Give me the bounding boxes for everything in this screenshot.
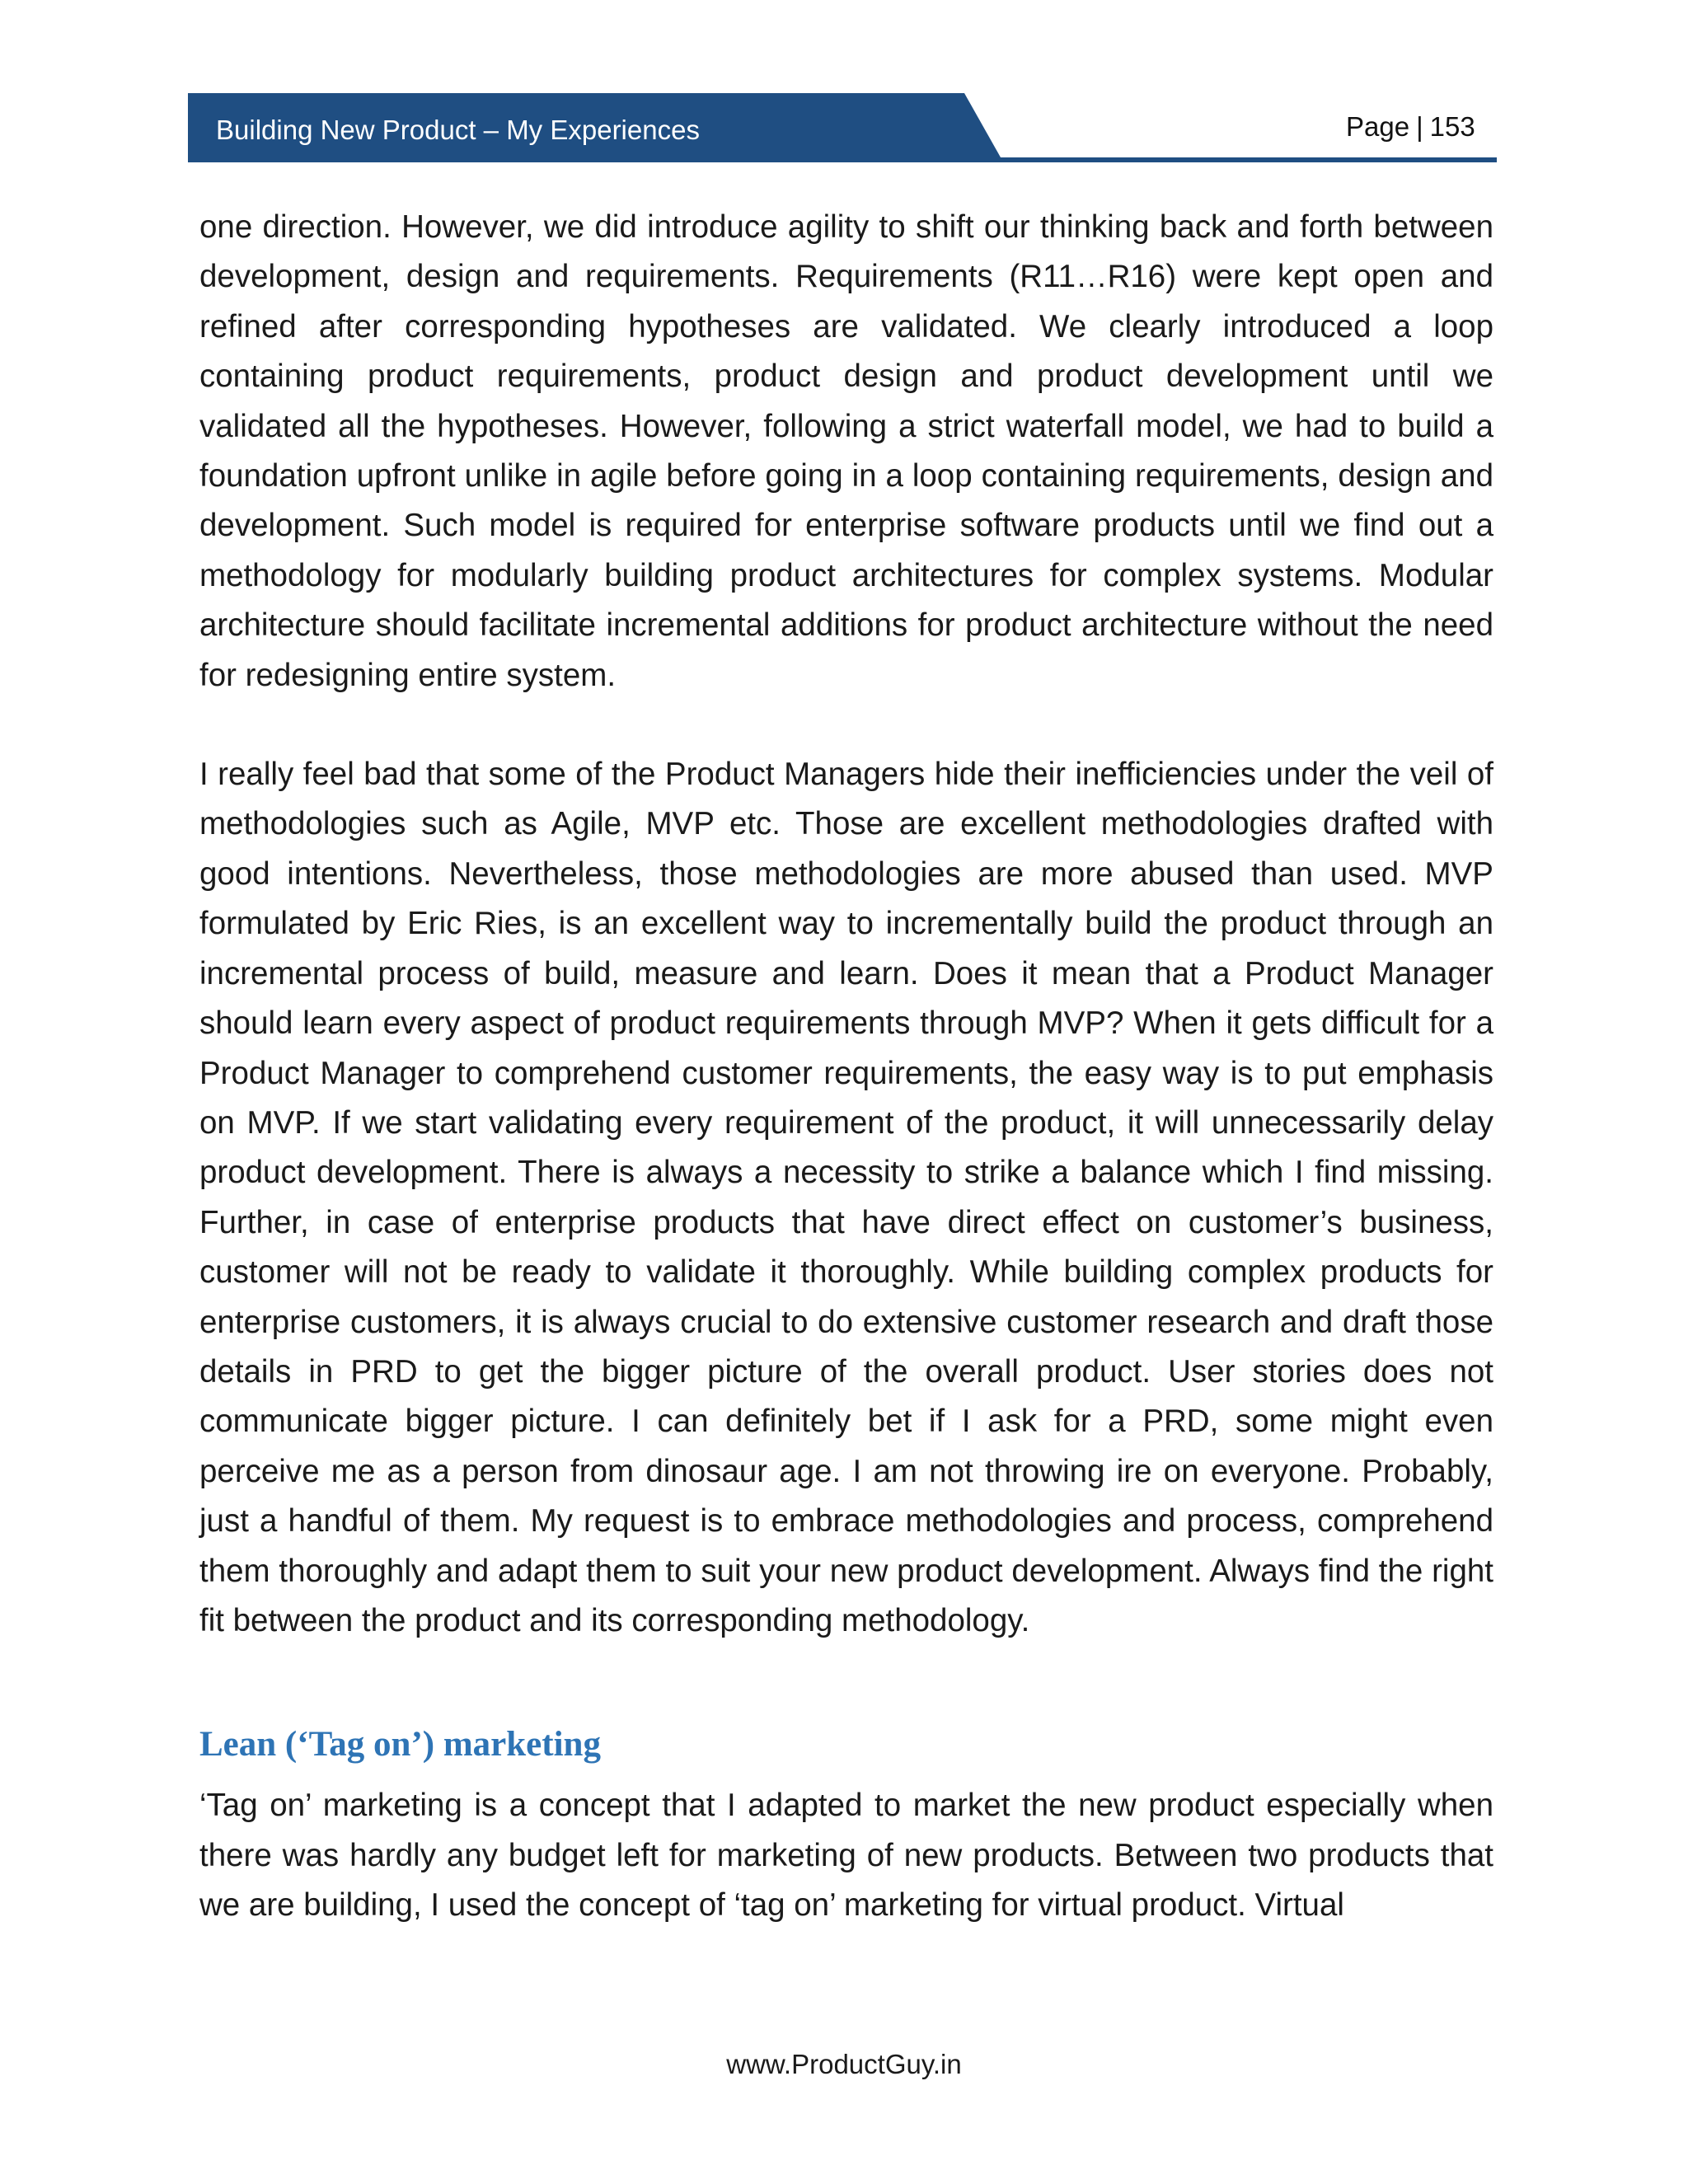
section-paragraph: ‘Tag on’ marketing is a concept that I adapted to market the new product especially when there was hardly any budget left for marketing of new products. Between two products that we are building, I used the concept of ‘tag on’ marketing for virtual product. Virtual [199, 1788, 1493, 1924]
page-body [199, 203, 1493, 1931]
footer-website: www.ProductGuy.in [726, 2049, 962, 2079]
page-number-label [1346, 111, 1475, 143]
page-number: 153 [1429, 111, 1475, 142]
header-rule [188, 157, 1497, 162]
page-header [188, 93, 1497, 166]
body-paragraph: I really feel bad that some of the Product Managers hide their inefficiencies under the veil of methodologies such as Agile, MVP etc. Those are excellent methodologies drafted with good intentions. Nevertheless, those methodologies are more abused than used. MVP formulated by Eric Ries, is an excellent way to incrementally build the product through an incremental process of build, measure and learn. Does it mean that a Product Manager should learn every aspect of product requirements through MVP? When it gets difficult for a Product Manager to comprehend customer requirements, the easy way is to put emphasis on MVP. If we start validating every requirement of the product, it will unnecessarily delay product development. There is always a necessity to strike a balance which I find missing. Further, in case of enterprise products that have direct effect on customer’s business, customer will not be ready to validate it thoroughly. While building complex products for enterprise customers, it is always crucial to do extensive customer research and draft those details in PRD to get the bigger picture of the overall product. User stories does not communicate bigger picture. I can definitely bet if I ask for a PRD, some might even perceive me as a person from dinosaur age. I am not throwing ire on everyone. Probably, just a handful of them. My request is to embrace methodologies and process, comprehend them thoroughly and adapt them to suit your new product development. Always find the right fit between the product and its corresponding methodology. [199, 757, 1493, 1638]
page-word: Page [1346, 111, 1410, 142]
page-separator: | [1416, 111, 1423, 142]
section-heading: Lean (‘Tag on’) marketing [199, 1725, 601, 1765]
book-title: Building New Product – My Experiences [216, 115, 700, 145]
body-paragraph: one direction. However, we did introduce agility to shift our thinking back and forth between development, design and requirements. Requirements (R11…R16) were kept open and refined after corresponding hypotheses are validated. We clearly introduced a loop containing product requirements, product design and product development until we validated all the hypotheses. However, following a strict waterfall model, we had to build a foundation upfront unlike in agile before going in a loop containing requirements, design and development. Such model is required for enterprise software products until we find out a methodology for modularly building product architectures for complex systems. Modular architecture should facilitate incremental additions for product architecture without the need for redesigning entire system. [199, 209, 1493, 693]
page-footer [0, 2049, 1688, 2080]
